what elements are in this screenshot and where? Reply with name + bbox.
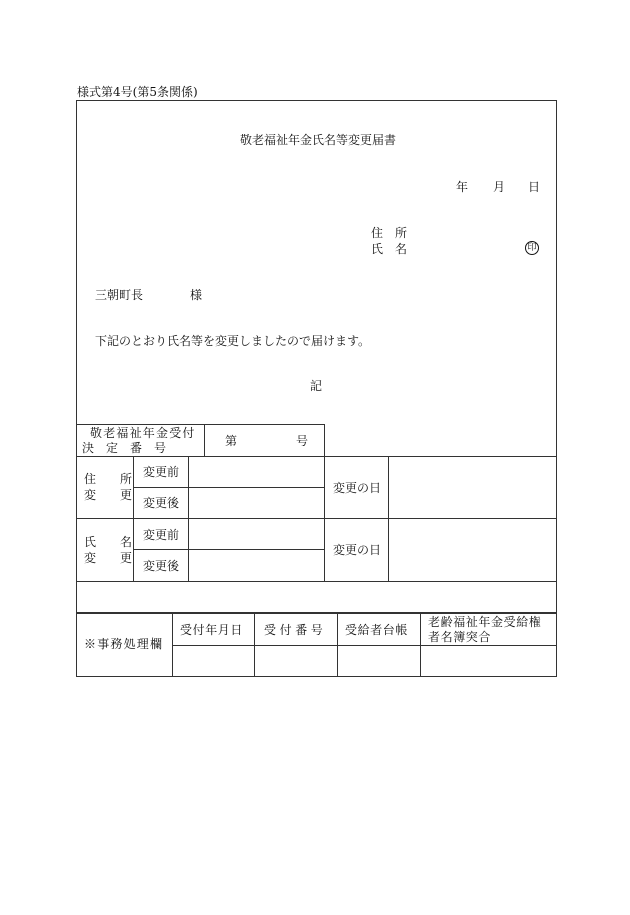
address-change-date-label: 変更の日 — [333, 481, 382, 495]
office-col-recipient-ledger: 受給者台帳 — [345, 623, 409, 637]
decision-label-line2: 決 定 番 号 — [82, 441, 167, 455]
office-col-received-date: 受付年月日 — [180, 623, 244, 637]
address-after-label: 変更後 — [143, 496, 180, 510]
applicant-name-label: 氏 名 — [371, 242, 408, 256]
form-title: 敬老福祉年金氏名等変更届書 — [240, 133, 397, 147]
office-use-label: ※事務処理欄 — [84, 637, 164, 651]
date-day: 日 — [528, 180, 541, 194]
table-line — [133, 456, 134, 581]
table-line — [133, 549, 324, 550]
seal-mark: 印 — [525, 241, 539, 255]
table-line — [172, 612, 173, 676]
table-line — [388, 456, 389, 581]
name-change-label-line1: 氏 名 — [84, 535, 133, 549]
table-line — [76, 581, 556, 582]
applicant-address-label: 住 所 — [371, 226, 408, 240]
decision-number-suffix: 号 — [296, 434, 309, 448]
addressee-honorific: 様 — [190, 288, 203, 302]
table-line — [76, 456, 556, 457]
table-line — [204, 424, 205, 456]
name-change-label-line2: 変 更 — [84, 551, 133, 565]
decision-label-line1: 敬老福祉年金受付 — [90, 426, 196, 440]
ki-label: 記 — [310, 379, 323, 393]
name-change-date-label: 変更の日 — [333, 543, 382, 557]
date-year: 年 — [456, 180, 469, 194]
table-line — [172, 645, 556, 646]
table-line — [76, 613, 556, 614]
decision-number-prefix: 第 — [225, 434, 238, 448]
table-line — [188, 456, 189, 581]
table-line — [337, 612, 338, 676]
table-line — [254, 612, 255, 676]
table-line — [133, 487, 324, 488]
date-month: 月 — [493, 180, 506, 194]
addressee-mayor: 三朝町長 — [95, 288, 144, 302]
table-line — [420, 612, 421, 676]
address-change-label-line2: 変 更 — [84, 488, 133, 502]
table-line — [76, 424, 324, 425]
body-text: 下記のとおり氏名等を変更しましたので届けます。 — [95, 334, 371, 348]
form-number: 様式第4号(第5条関係) — [77, 85, 198, 99]
table-line — [76, 518, 556, 519]
address-change-label-line1: 住 所 — [84, 472, 133, 486]
office-col-receipt-number: 受付番号 — [264, 623, 327, 637]
office-col-pension-register-check: 老齢福祉年金受給権者名簿突合 — [428, 615, 542, 644]
name-after-label: 変更後 — [143, 559, 180, 573]
address-before-label: 変更前 — [143, 465, 180, 479]
table-line — [324, 424, 325, 581]
name-before-label: 変更前 — [143, 528, 180, 542]
